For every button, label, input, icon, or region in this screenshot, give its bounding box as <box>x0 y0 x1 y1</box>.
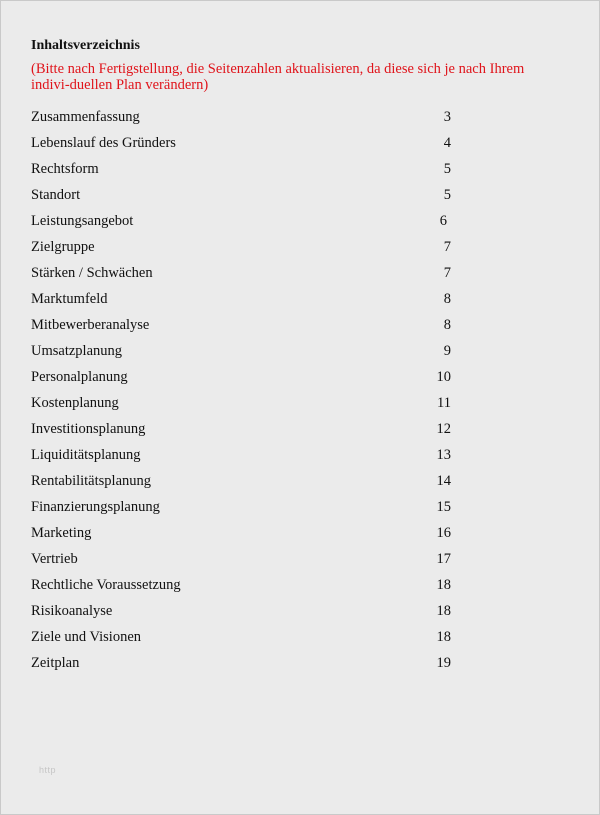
toc-entry-page: 13 <box>436 447 451 463</box>
toc-entry <box>31 287 451 313</box>
table-of-contents <box>31 105 451 677</box>
toc-entry <box>31 183 451 209</box>
toc-entry-title: Standort <box>31 187 81 203</box>
toc-entry-title: Personalplanung <box>31 369 128 385</box>
toc-entry <box>31 105 451 131</box>
toc-entry <box>31 495 451 521</box>
toc-entry <box>31 209 451 235</box>
toc-entry-title: Kostenplanung <box>31 395 119 411</box>
toc-entry-page: 18 <box>436 629 451 645</box>
update-note: (Bitte nach Fertigstellung, die Seitenzahlen aktualisieren, da diese sich je nach Ihrem indivi-duellen Plan verändern) <box>31 61 525 93</box>
toc-entry-title: Zeitplan <box>31 655 80 671</box>
toc-entry-page: 12 <box>436 421 451 437</box>
toc-entry-page: 18 <box>436 577 451 593</box>
toc-entry-title: Lebenslauf des Gründers <box>31 135 176 151</box>
toc-entry <box>31 573 451 599</box>
toc-entry <box>31 469 451 495</box>
toc-entry-title: Risikoanalyse <box>31 603 113 619</box>
toc-entry-page: 18 <box>436 603 451 619</box>
toc-entry-title: Marktumfeld <box>31 291 108 307</box>
toc-entry-page: 9 <box>443 343 451 359</box>
toc-entry-page: 8 <box>443 317 451 333</box>
toc-entry <box>31 599 451 625</box>
toc-entry-title: Stärken / Schwächen <box>31 265 153 281</box>
watermark-text: http <box>39 765 57 775</box>
toc-entry <box>31 391 451 417</box>
toc-entry-page: 15 <box>436 499 451 515</box>
toc-entry-title: Vertrieb <box>31 551 78 567</box>
toc-entry-page: 8 <box>443 291 451 307</box>
toc-entry <box>31 131 451 157</box>
toc-entry-title: Rentabilitätsplanung <box>31 473 152 489</box>
toc-entry-title: Rechtliche Voraussetzung <box>31 577 181 593</box>
toc-entry <box>31 521 451 547</box>
toc-entry-page: 14 <box>436 473 451 489</box>
toc-entry-title: Rechtsform <box>31 161 99 177</box>
toc-entry-page: 3 <box>443 109 451 125</box>
toc-entry <box>31 365 451 391</box>
toc-entry-page: 5 <box>443 187 451 203</box>
toc-entry-page: 11 <box>437 395 451 411</box>
toc-entry-title: Leistungsangebot <box>31 213 134 229</box>
toc-entry-title: Zusammenfassung <box>31 109 140 125</box>
toc-entry-page: 7 <box>443 265 451 281</box>
toc-entry-title: Umsatzplanung <box>31 343 123 359</box>
toc-entry-page: 16 <box>436 525 451 541</box>
toc-entry-title: Liquiditätsplanung <box>31 447 141 463</box>
toc-heading: Inhaltsverzeichnis <box>31 38 140 53</box>
toc-entry-page: 17 <box>436 551 451 567</box>
toc-entry <box>31 651 451 677</box>
toc-entry <box>31 547 451 573</box>
toc-entry-page: 19 <box>436 655 451 671</box>
toc-entry <box>31 235 451 261</box>
toc-entry-page: 7 <box>443 239 451 255</box>
toc-entry <box>31 313 451 339</box>
toc-entry <box>31 157 451 183</box>
toc-entry <box>31 625 451 651</box>
toc-entry-page: 6 <box>439 213 447 229</box>
toc-entry-page: 4 <box>443 135 451 151</box>
toc-entry-title: Ziele und Visionen <box>31 629 142 645</box>
toc-entry <box>31 417 451 443</box>
toc-entry-title: Mitbewerberanalyse <box>31 317 150 333</box>
toc-entry <box>31 261 451 287</box>
toc-entry-title: Finanzierungsplanung <box>31 499 160 515</box>
toc-entry <box>31 443 451 469</box>
toc-entry-title: Marketing <box>31 525 92 541</box>
toc-entry-page: 10 <box>436 369 451 385</box>
toc-entry-page: 5 <box>443 161 451 177</box>
toc-entry-title: Zielgruppe <box>31 239 95 255</box>
toc-entry <box>31 339 451 365</box>
toc-entry-title: Investitionsplanung <box>31 421 146 437</box>
